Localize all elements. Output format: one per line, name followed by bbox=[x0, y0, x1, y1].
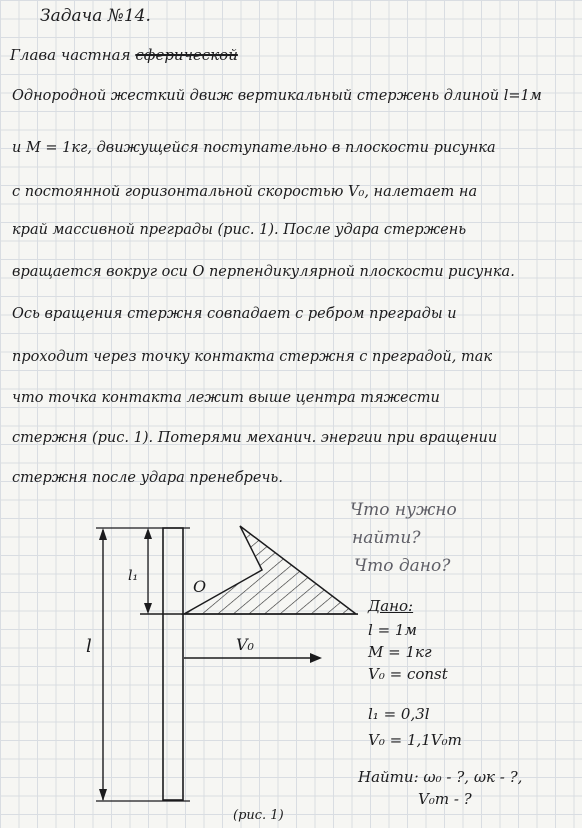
arrowhead-l-bottom bbox=[99, 789, 107, 801]
problem-line: что точка контакта лежит выше центра тяжести bbox=[12, 390, 440, 406]
arrowhead-l1-top bbox=[144, 528, 152, 539]
velocity-arrowhead bbox=[310, 653, 322, 663]
rod bbox=[163, 528, 183, 800]
problem-line: стержня (рис. 1). Потерями механич. энергии при вращении bbox=[12, 430, 498, 446]
find-line: V₀m - ? bbox=[418, 790, 472, 808]
problem-line: Однородной жесткий движ вертикальный стержень длиной l=1м bbox=[12, 88, 542, 104]
problem-line: проходит через точку контакта стержня с преградой, так bbox=[12, 349, 492, 365]
given-l1: l₁ = 0,3l bbox=[368, 705, 430, 723]
arrowhead-l1-bottom bbox=[144, 603, 152, 614]
given-velocity: V₀ = const bbox=[368, 665, 448, 683]
problem-line: край массивной преграды (рис. 1). После удара стержень bbox=[12, 222, 467, 238]
label-v0: V₀ bbox=[236, 635, 254, 654]
section-heading-struck: сферической bbox=[135, 46, 238, 64]
figure-caption: (рис. 1) bbox=[233, 808, 284, 823]
given-title: Дано: bbox=[368, 597, 414, 615]
section-heading-text: Глава частная bbox=[10, 46, 131, 64]
given-length: l = 1м bbox=[368, 621, 417, 639]
problem-line: Ось вращения стержня совпадает с ребром преграды и bbox=[12, 306, 457, 322]
label-l: l bbox=[86, 636, 92, 657]
find-line: Найти: ω₀ - ?, ωк - ?, bbox=[358, 768, 523, 786]
task-title: Задача №14. bbox=[40, 6, 151, 26]
side-note: Что нужно bbox=[350, 500, 457, 520]
side-note: Что дано? bbox=[354, 556, 451, 576]
arrowhead-l-top bbox=[99, 528, 107, 540]
problem-line: вращается вокруг оси O перпендикулярной плоскости рисунка. bbox=[12, 264, 515, 280]
problem-line: с постоянной горизонтальной скоростью V₀, налетает на bbox=[12, 184, 478, 200]
obstacle bbox=[184, 526, 356, 614]
problem-line: и M = 1кг, движущейся поступательно в плоскости рисунка bbox=[12, 140, 496, 156]
given-mass: M = 1кг bbox=[368, 643, 432, 661]
given-velocity-relation: V₀ = 1,1V₀m bbox=[368, 731, 462, 749]
label-l1: l₁ bbox=[128, 568, 139, 584]
side-note: найти? bbox=[352, 528, 421, 548]
label-O: O bbox=[193, 577, 207, 596]
problem-line: стержня после удара пренебречь. bbox=[12, 470, 283, 486]
